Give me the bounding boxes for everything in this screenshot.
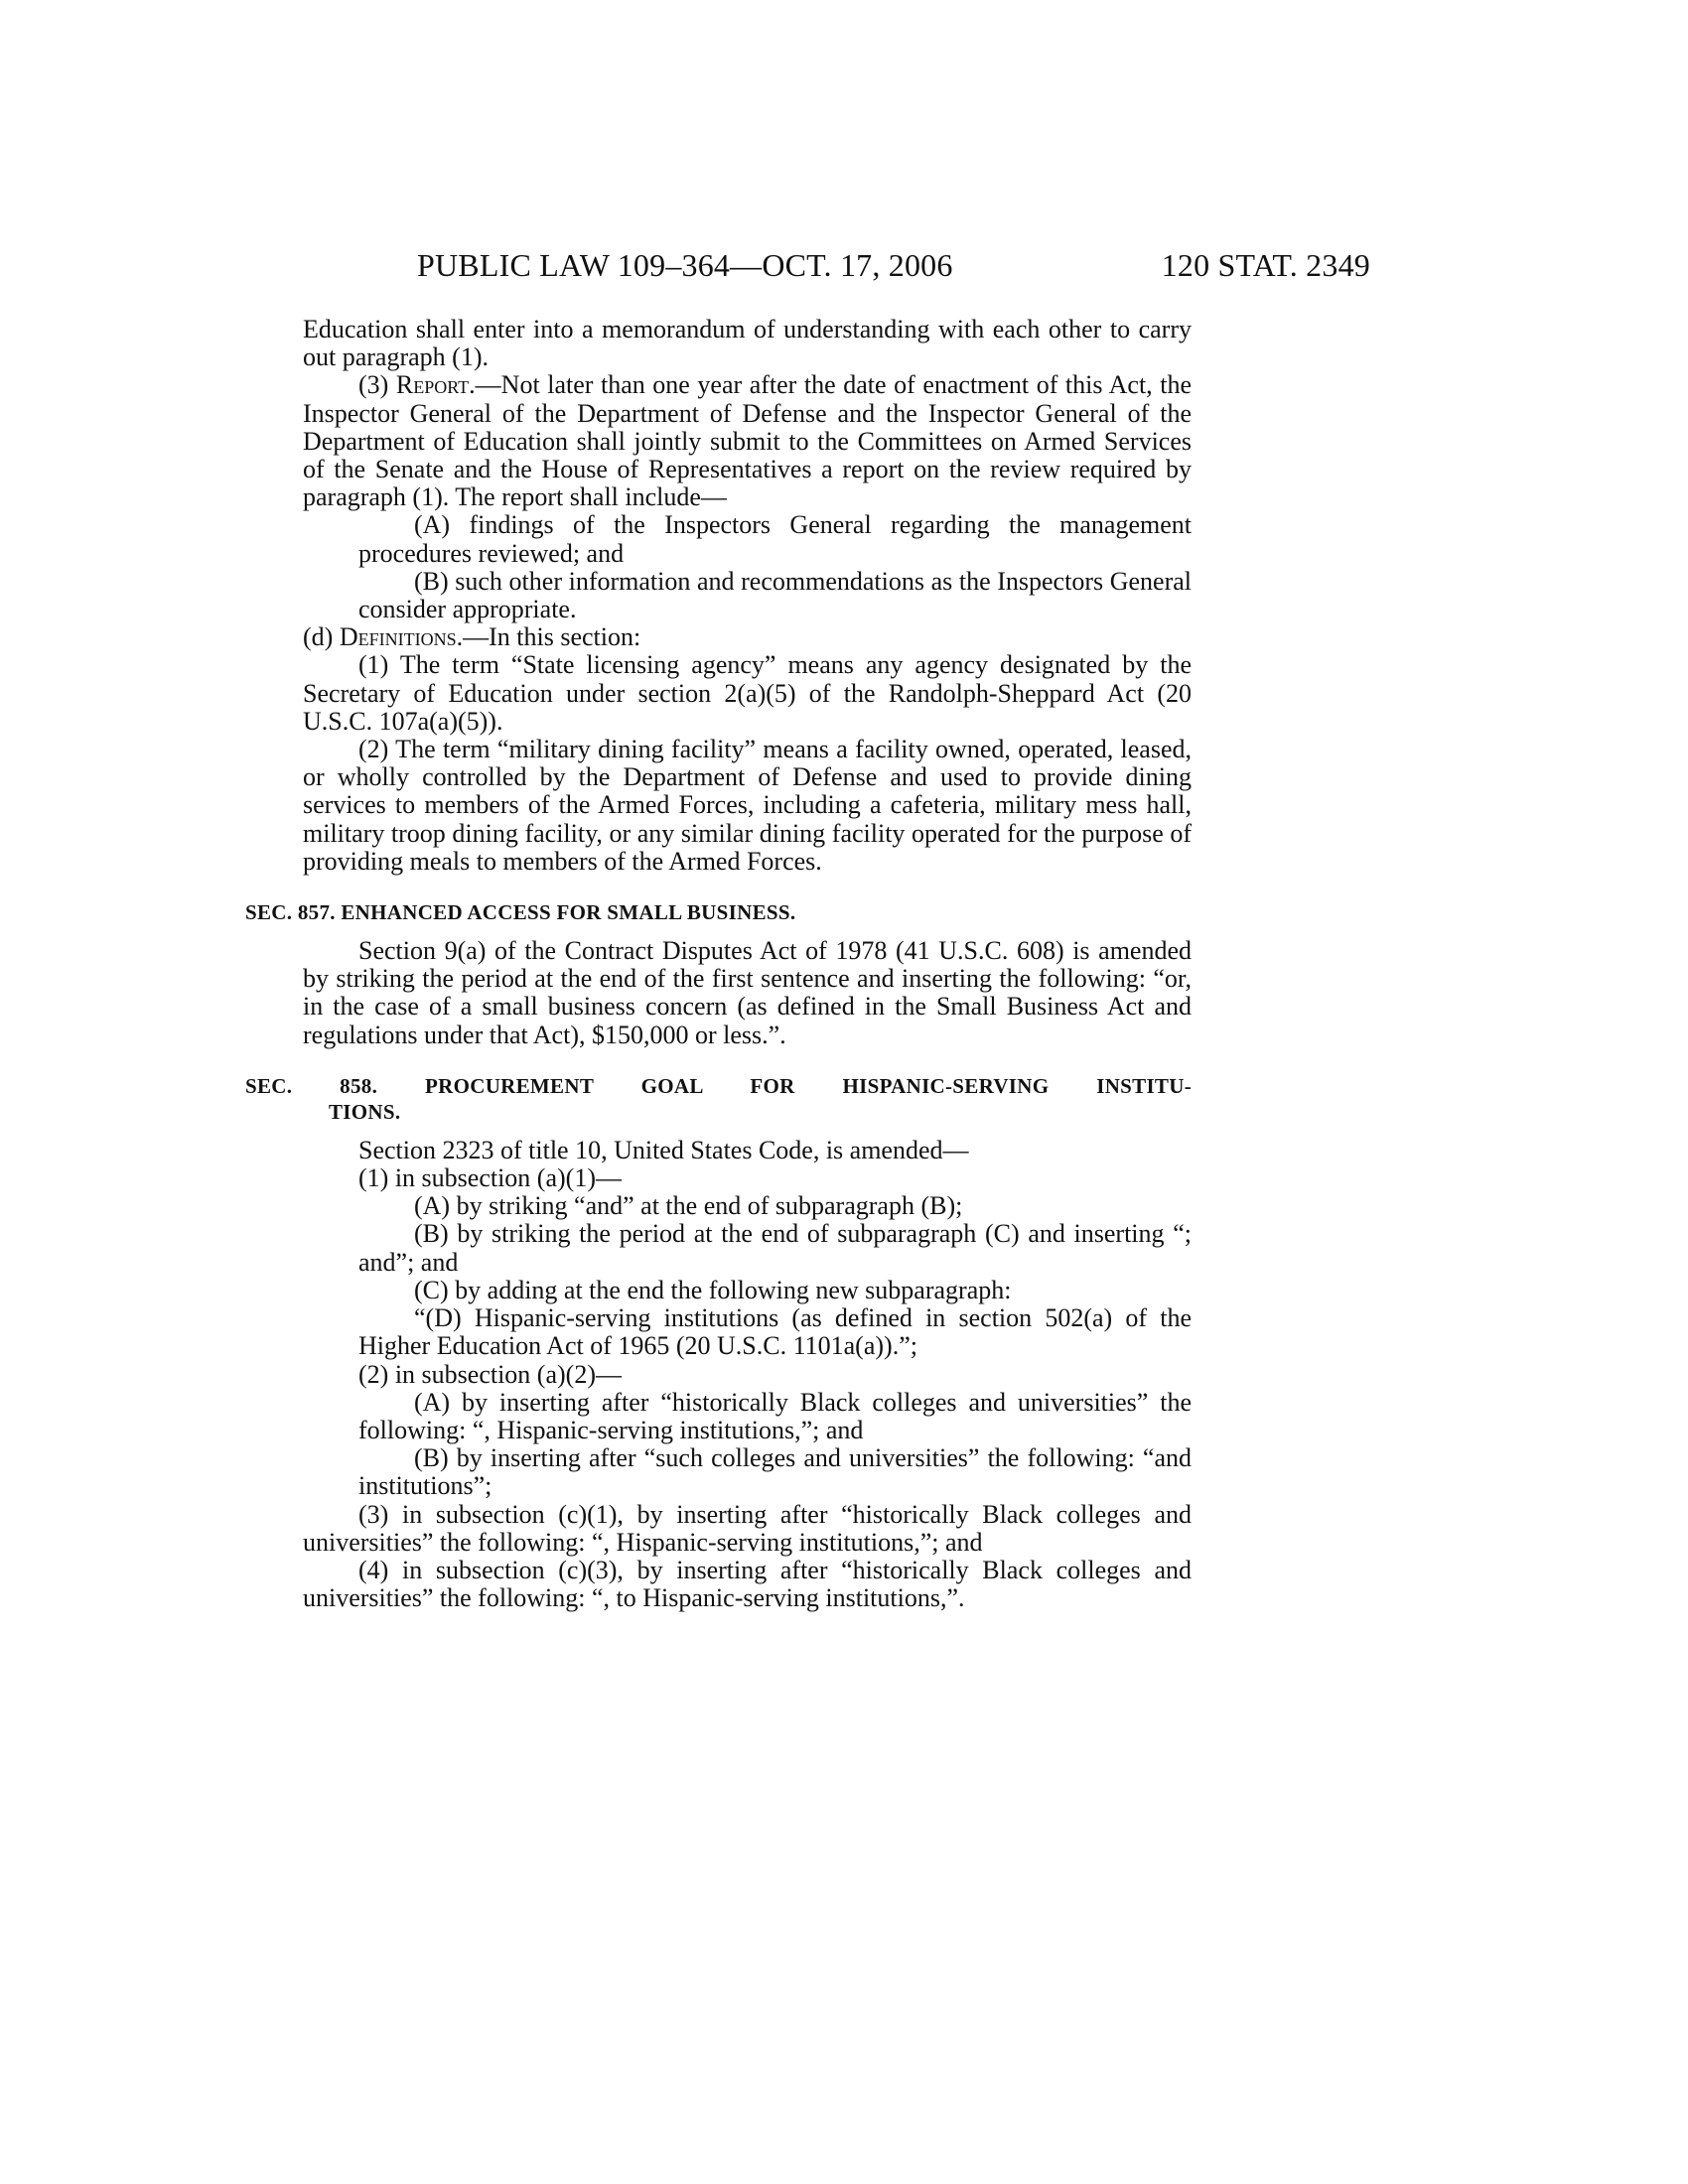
paragraph-text: .—Not later than one year after the date of enactment of this Act, the Inspector General of the Department of Defense and the Inspector General of the Department of Education shall jointly submit to the Committees on Armed Services of the Senate and the House of Representatives a report on the review required by paragraph (1). The report shall include— <box>303 370 1192 512</box>
inserted-subparagraph-d: “(D) Hispanic-serving institutions (as defined in section 502(a) of the Higher Education Act of 1965 (20 U.S.C. 1101a(a)).”; <box>358 1303 1192 1361</box>
amendment-item-2: (2) in subsection (a)(2)— <box>358 1359 622 1389</box>
section-857-heading: SEC. 857. ENHANCED ACCESS FOR SMALL BUSINESS. <box>245 900 796 925</box>
section-857-text: Section 9(a) of the Contract Disputes Act of 1978 (41 U.S.C. 608) is amended by striking the period at the end of the first sentence and inserting the following: “or, in the case of a small business concern (as defined in the Small Business Act and regulations under that Act), $150,000 or less.”. <box>303 936 1192 1049</box>
page-number: 120 STAT. 2349 <box>1161 247 1370 283</box>
amendment-item-1c: (C) by adding at the end the following new subparagraph: <box>414 1275 1012 1304</box>
amendment-item-2b: (B) by inserting after “such colleges and universities” the following: “and institutions”; <box>358 1443 1192 1501</box>
section-858-intro: Section 2323 of title 10, United States Code, is amended— <box>358 1135 969 1164</box>
amendment-item-2a: (A) by inserting after “historically Black colleges and universities” the following: “, Hispanic-serving institutions,”; and <box>358 1387 1192 1444</box>
amendment-item-1a: (A) by striking “and” at the end of subparagraph (B); <box>414 1191 963 1221</box>
subparagraph-a: (A) findings of the Inspectors General regarding the management procedures reviewed; and <box>358 510 1192 568</box>
subsection-label: (d) <box>303 622 340 652</box>
definition-1: (1) The term “State licensing agency” means any agency designated by the Secretary of Education under section 2(a)(5) of the Randolph-Sheppard Act (20 U.S.C. 107a(a)(5)). <box>303 650 1192 736</box>
definition-2: (2) The term “military dining facility” means a facility owned, operated, leased, or wholly controlled by the Department of Defense and used to provide dining services to members of the Armed Forces, including a cafeteria, military mess hall, military troop dining facility, or any similar dining facility operated for the purpose of providing meals to members of the Armed Forces. <box>303 735 1192 876</box>
subsection-text: .—In this section: <box>456 622 641 652</box>
section-858-heading <box>245 1073 1192 1125</box>
paragraph-number: (3) <box>358 370 396 400</box>
running-head: PUBLIC LAW 109–364—OCT. 17, 2006 <box>417 247 953 283</box>
amendment-item-4: (4) in subsection (c)(3), by inserting after “historically Black colleges and universities” the following: “, to Hispanic-serving institutions,”. <box>303 1555 1192 1613</box>
subsection-heading: Definitions <box>339 622 457 652</box>
paragraph-report <box>303 371 1192 511</box>
section-858-heading-line2: TIONS. <box>329 1099 401 1124</box>
section-858-heading-line1: SEC. 858. PROCUREMENT GOAL FOR HISPANIC-SERVING INSTITU- <box>245 1073 1192 1098</box>
amendment-item-3: (3) in subsection (c)(1), by inserting after “historically Black colleges and universities” the following: “, Hispanic-serving institutions,”; and <box>303 1499 1192 1557</box>
page-header <box>417 245 1370 285</box>
amendment-item-1: (1) in subsection (a)(1)— <box>358 1163 622 1193</box>
page-body <box>245 315 1192 1613</box>
amendment-item-1b: (B) by striking the period at the end of subparagraph (C) and inserting “; and”; and <box>358 1219 1192 1277</box>
paragraph-heading: Report <box>395 370 470 400</box>
subsection-definitions <box>303 623 1192 651</box>
subparagraph-b: (B) such other information and recommendations as the Inspectors General consider appropriate. <box>358 566 1192 624</box>
paragraph-continuation: Education shall enter into a memorandum of understanding with each other to carry out paragraph (1). <box>303 315 1192 372</box>
